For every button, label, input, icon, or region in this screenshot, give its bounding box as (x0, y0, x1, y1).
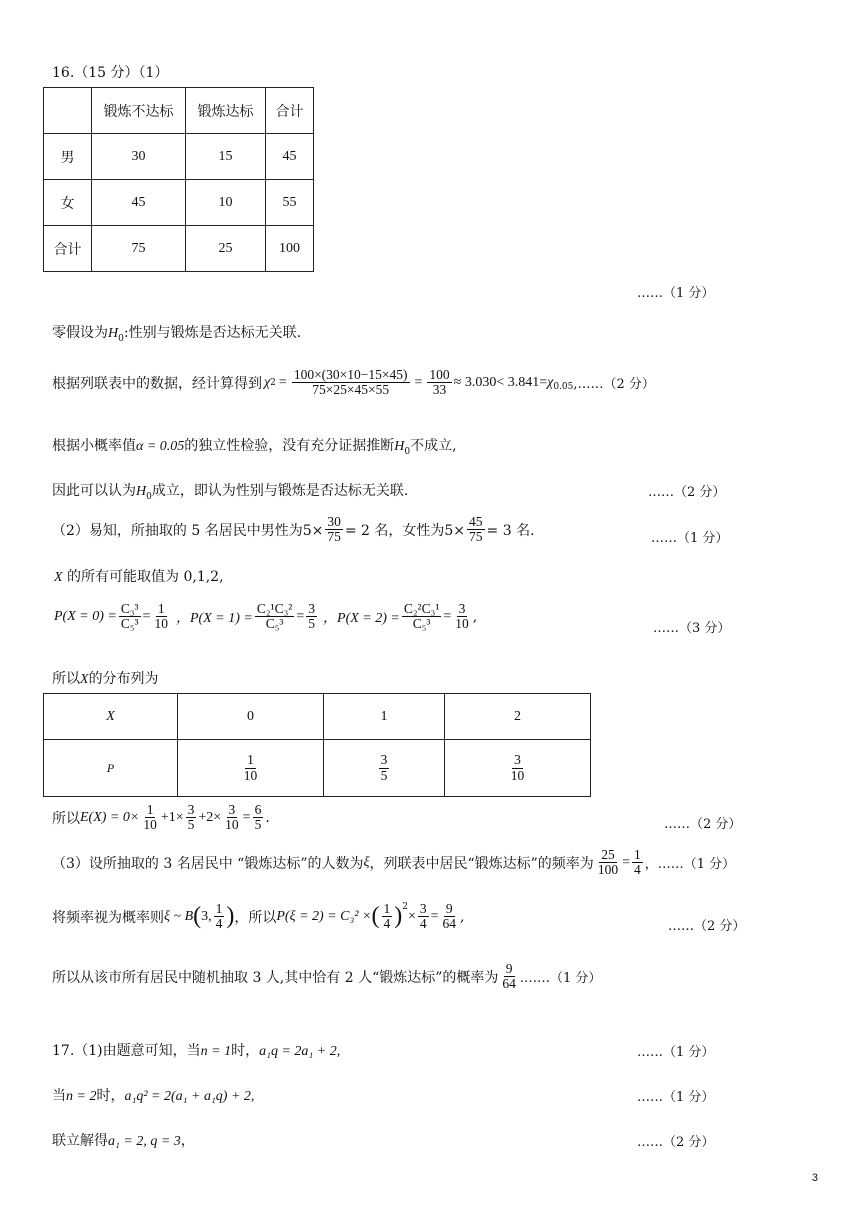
score-mark: ……（2 分） (668, 919, 746, 934)
score-mark: ……（1 分） (637, 1045, 715, 1060)
null-hypothesis-line: 零假设为$H_0$:性别与锻炼是否达标无关联. (52, 325, 302, 344)
table-cell: 45 (266, 134, 314, 180)
table-cell: 75 (92, 226, 186, 272)
table-cell: 30 (92, 134, 186, 180)
table-header: 合计 (266, 88, 314, 134)
contingency-table (43, 87, 314, 272)
final-probability-line: 所以从该市所有居民中随机抽取 3 人,其中恰有 2 人“锻炼达标”的概率为 $\frac{9}{64}$ .……（1 分） (52, 961, 602, 992)
score-mark: ……（2 分） (648, 485, 726, 500)
table-cell: 100 (266, 226, 314, 272)
score-mark: ……（2 分） (637, 1135, 715, 1150)
table-cell (44, 88, 92, 134)
table-row-label: X (44, 694, 178, 740)
table-cell: 45 (92, 180, 186, 226)
expectation-line: 所以 E(X) = 0× $\frac{1}{10}$ +1× $\frac{3}{5}$ +2× $\frac{3}{10}$ = $\frac{6}{5}$ . (52, 802, 270, 833)
binomial-line: 将频率视为概率则 ξ ~ B ( 3, $\frac{1}{4}$ ) ，所以 P(ξ = 2) = C₃² × ( $\frac{1}{4}$ ) $^2$ × $\frac{3}{4}$ = $\frac{9}{64}$ , (52, 901, 465, 932)
table-cell: 0 (178, 694, 324, 740)
distribution-table (43, 693, 591, 797)
score-mark: ……（1 分） (637, 286, 715, 301)
table-row-label: 女 (44, 180, 92, 226)
alpha-test-line: 根据小概率值α = 0.05的独立性检验，没有充分证据推断$H_0$不成立, (52, 438, 457, 457)
distribution-intro: 所以X的分布列为 (52, 671, 159, 687)
chi-square-line: 根据列联表中的数据，经计算得到 χ 2 = $\frac{100\times(30\times 10-15\times 45)}{75\times 25\times 45\times 55}$ = $\frac{100}{33}$ ≈ 3.030< 3.841= χ $_{0.05}$ ,……（2 分） (52, 367, 655, 398)
table-cell: 15 (186, 134, 266, 180)
table-header: 锻炼不达标 (92, 88, 186, 134)
score-mark: ……（3 分） (653, 621, 731, 636)
table-cell: 2 (445, 694, 591, 740)
table-cell: 55 (266, 180, 314, 226)
chi-square-fraction: $\frac{100\times(30\times 10-15\times 45)}{75\times 25\times 45\times 55}$ (293, 367, 408, 398)
table-row-label: 男 (44, 134, 92, 180)
part3-line: （3）设所抽取的 3 名居民中 “锻炼达标”的人数为 ξ ，列联表中居民“锻炼达标”的频率为 $\frac{25}{100}$ = $\frac{1}{4}$ ，……（1 分） (52, 847, 736, 878)
table-cell: $\frac{3}{5}$ (324, 740, 445, 797)
table-cell: $\frac{3}{10}$ (445, 740, 591, 797)
conclusion-line: 因此可以认为$H_0$成立，即认为性别与锻炼是否达标无关联. (52, 483, 409, 502)
x-values-line: X 的所有可能取值为 0,1,2, (54, 569, 224, 585)
probability-line: P(X = 0) = $\frac{\text{C₃³}}{\text{C₅³}}$ = $\frac{1}{10}$ ，P(X = 1) = $\frac{\text{C₂¹C₃²}}{\text{C₅³}}$ = $\frac{3}{5}$ ，P(X = 2) = $\frac{\text{C₂²C₃¹}}{\text{C₅³}}$ = $\frac{3}{10}$ , (54, 601, 478, 632)
score-mark: ……（1 分） (637, 1090, 715, 1105)
score-mark: ……（1 分） (651, 531, 729, 546)
page-number: 3 (811, 1172, 818, 1184)
question-16-heading: 16.（15 分）（1） (52, 65, 169, 81)
table-cell: 10 (186, 180, 266, 226)
table-row-label: P (44, 740, 178, 797)
score-mark: ……（2 分） (664, 817, 742, 832)
table-cell: 1 (324, 694, 445, 740)
table-cell: $\frac{1}{10}$ (178, 740, 324, 797)
part2-line: （2）易知，所抽取的 5 名居民中男性为5× $\frac{30}{75}$ = 2 名，女性为5× $\frac{45}{75}$ = 3 名. (52, 514, 535, 545)
table-row-label: 合计 (44, 226, 92, 272)
table-header: 锻炼达标 (186, 88, 266, 134)
table-cell: 25 (186, 226, 266, 272)
q17-line-3: 联立解得a₁ = 2, q = 3， (52, 1133, 195, 1149)
q17-line-1: 17.（1)由题意可知，当n = 1时，a₁q = 2a₁ + 2, (52, 1043, 341, 1059)
q17-line-2: 当n = 2时，a₁q² = 2(a₁ + a₁q) + 2, (52, 1088, 255, 1104)
